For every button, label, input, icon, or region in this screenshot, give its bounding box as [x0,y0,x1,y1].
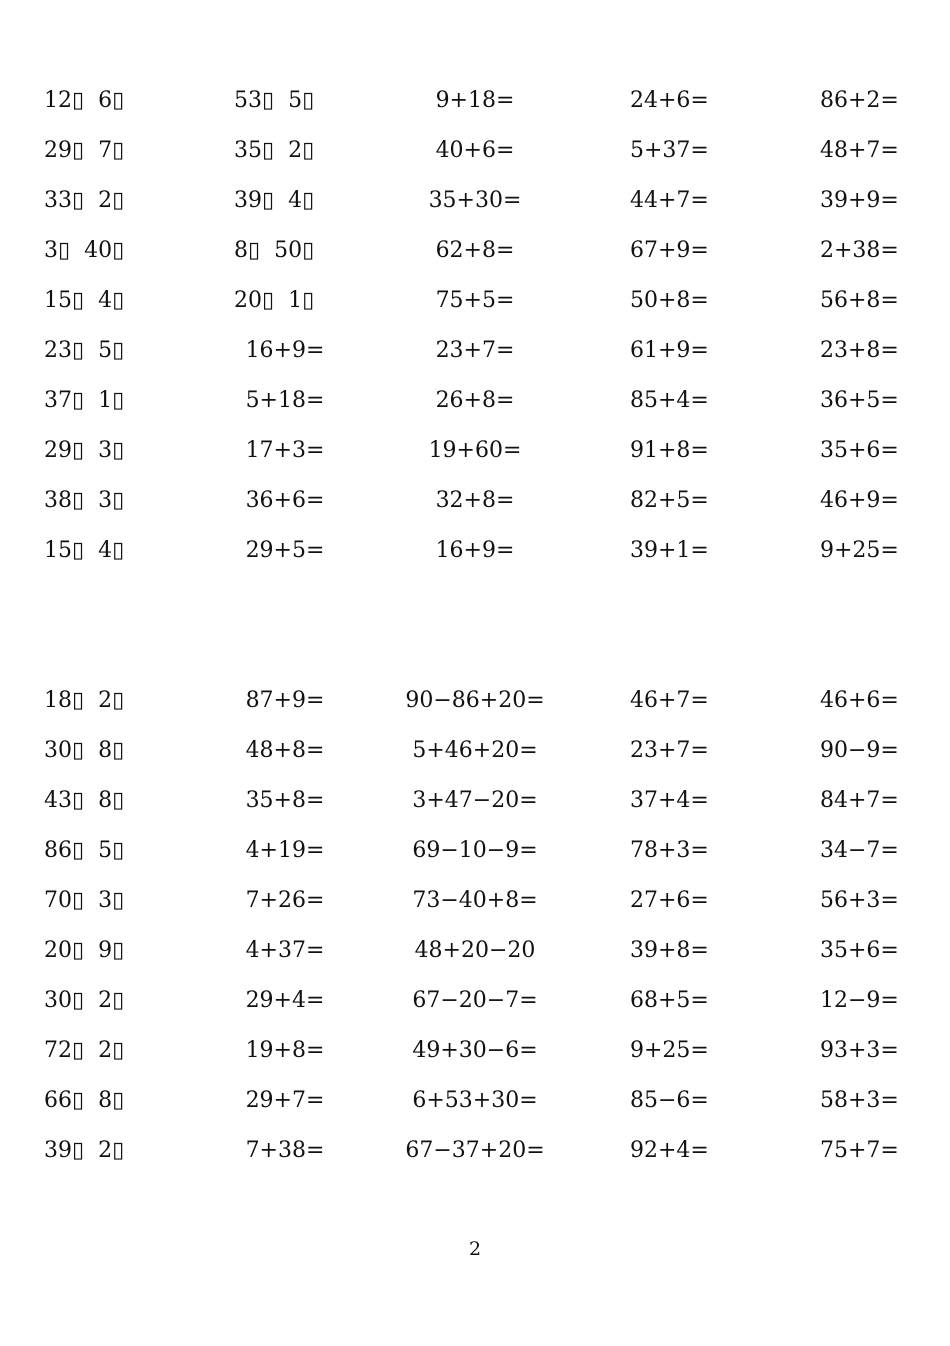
problem-row [0,176,950,226]
problem-row [0,76,950,126]
problem-cell: 8▯ 50▯ [234,238,315,263]
problem-cell: 23+8= [820,338,899,363]
problem-cell: 16+9= [435,538,515,563]
problem-cell: 48+20−20 [414,938,536,963]
problem-row [0,1126,950,1176]
problem-cell: 58+3= [820,1088,899,1113]
problem-cell: 35+8= [245,788,325,813]
problem-cell: 44+7= [630,188,709,213]
problem-cell: 4+37= [245,938,325,963]
problem-cell: 6+53+30= [412,1088,538,1113]
problem-cell: 24+6= [630,88,709,113]
problem-cell: 7+26= [245,888,325,913]
problem-cell: 66▯ 8▯ [44,1088,125,1113]
problem-cell: 90−86+20= [405,688,545,713]
problem-cell: 29+5= [245,538,325,563]
problem-cell: 36+6= [245,488,325,513]
problem-cell: 93+3= [820,1038,899,1063]
problem-cell: 17+3= [245,438,325,463]
problem-row [0,276,950,326]
problem-row [0,676,950,726]
problem-cell: 87+9= [245,688,325,713]
problem-cell: 5+46+20= [412,738,538,763]
problem-row [0,776,950,826]
problem-cell: 5+18= [245,388,325,413]
problem-row [0,876,950,926]
problem-cell: 35+30= [428,188,522,213]
problem-cell: 23+7= [630,738,709,763]
problem-cell: 30▯ 2▯ [44,988,125,1013]
problem-cell: 84+7= [820,788,899,813]
problem-cell: 29+4= [245,988,325,1013]
problem-row [0,726,950,776]
problem-cell: 9+18= [435,88,515,113]
problem-cell: 62+8= [435,238,515,263]
problem-cell: 39+9= [820,188,899,213]
problem-cell: 12▯ 6▯ [44,88,125,113]
problem-row [0,526,950,576]
problem-cell: 37▯ 1▯ [44,388,125,413]
problem-cell: 39▯ 2▯ [44,1138,125,1163]
problem-cell: 23+7= [435,338,515,363]
problem-cell: 16+9= [245,338,325,363]
problem-cell: 85+4= [630,388,709,413]
problem-cell: 91+8= [630,438,709,463]
problem-row [0,826,950,876]
problem-cell: 48+7= [820,138,899,163]
problem-cell: 34−7= [820,838,899,863]
problem-cell: 40+6= [435,138,515,163]
problem-cell: 69−10−9= [412,838,538,863]
problem-cell: 56+3= [820,888,899,913]
problem-cell: 67+9= [630,238,709,263]
problem-cell: 3+47−20= [412,788,538,813]
problem-cell: 72▯ 2▯ [44,1038,125,1063]
problem-cell: 46+9= [820,488,899,513]
problem-cell: 48+8= [245,738,325,763]
problem-row [0,1076,950,1126]
problem-cell: 37+4= [630,788,709,813]
problem-cell: 39+1= [630,538,709,563]
problem-row [0,476,950,526]
problem-cell: 29+7= [245,1088,325,1113]
problem-cell: 19+8= [245,1038,325,1063]
problem-cell: 30▯ 8▯ [44,738,125,763]
problem-cell: 43▯ 8▯ [44,788,125,813]
problem-cell: 46+7= [630,688,709,713]
problem-cell: 35+6= [820,438,899,463]
problem-row [0,126,950,176]
problem-cell: 26+8= [435,388,515,413]
problem-row [0,426,950,476]
problem-cell: 67−20−7= [412,988,538,1013]
problem-cell: 70▯ 3▯ [44,888,125,913]
problem-cell: 19+60= [428,438,522,463]
problem-cell: 9+25= [630,1038,709,1063]
problem-row [0,226,950,276]
problem-cell: 75+5= [435,288,515,313]
problem-cell: 20▯ 1▯ [234,288,315,313]
problem-cell: 15▯ 4▯ [44,538,125,563]
problem-row [0,926,950,976]
problem-cell: 32+8= [435,488,515,513]
problem-cell: 46+6= [820,688,899,713]
worksheet-section-1 [0,76,950,576]
problem-cell: 12−9= [820,988,899,1013]
problem-cell: 33▯ 2▯ [44,188,125,213]
problem-cell: 27+6= [630,888,709,913]
problem-cell: 67−37+20= [405,1138,545,1163]
problem-cell: 82+5= [630,488,709,513]
problem-cell: 2+38= [820,238,899,263]
worksheet-section-2 [0,676,950,1176]
problem-cell: 3▯ 40▯ [44,238,125,263]
problem-cell: 35+6= [820,938,899,963]
problem-cell: 38▯ 3▯ [44,488,125,513]
problem-cell: 29▯ 3▯ [44,438,125,463]
problem-row [0,1026,950,1076]
problem-cell: 36+5= [820,388,899,413]
problem-cell: 15▯ 4▯ [44,288,125,313]
problem-row [0,376,950,426]
problem-cell: 29▯ 7▯ [44,138,125,163]
problem-cell: 61+9= [630,338,709,363]
problem-row [0,976,950,1026]
problem-cell: 9+25= [820,538,899,563]
problem-cell: 49+30−6= [412,1038,538,1063]
problem-cell: 85−6= [630,1088,709,1113]
problem-cell: 4+19= [245,838,325,863]
problem-cell: 86+2= [820,88,899,113]
problem-row [0,326,950,376]
problem-cell: 18▯ 2▯ [44,688,125,713]
problem-cell: 35▯ 2▯ [234,138,315,163]
page-number: 2 [468,1238,482,1260]
problem-cell: 78+3= [630,838,709,863]
problem-cell: 68+5= [630,988,709,1013]
problem-cell: 53▯ 5▯ [234,88,315,113]
problem-cell: 7+38= [245,1138,325,1163]
problem-cell: 39+8= [630,938,709,963]
problem-cell: 56+8= [820,288,899,313]
problem-cell: 20▯ 9▯ [44,938,125,963]
problem-cell: 86▯ 5▯ [44,838,125,863]
problem-cell: 75+7= [820,1138,899,1163]
problem-cell: 39▯ 4▯ [234,188,315,213]
problem-cell: 23▯ 5▯ [44,338,125,363]
problem-cell: 73−40+8= [412,888,538,913]
problem-cell: 50+8= [630,288,709,313]
problem-cell: 92+4= [630,1138,709,1163]
problem-cell: 90−9= [820,738,899,763]
problem-cell: 5+37= [630,138,709,163]
